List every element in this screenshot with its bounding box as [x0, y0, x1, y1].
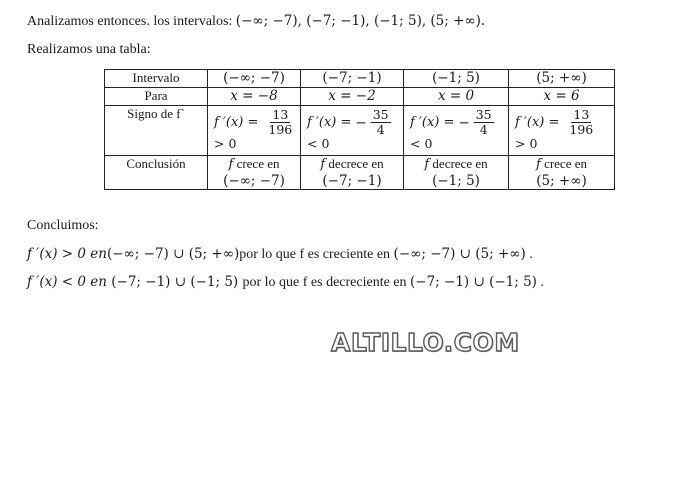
function-symbol: f — [424, 157, 430, 172]
function-symbol: f — [536, 157, 541, 172]
conclusion-cell — [208, 156, 301, 190]
line-end: . — [525, 247, 533, 262]
table-row-para — [105, 88, 615, 106]
conclusion-cell — [404, 156, 509, 190]
test-point-cell: x = −2 — [301, 88, 404, 106]
sign-relation: < 0 — [307, 136, 330, 151]
row-label-signo: Signo de f` — [105, 106, 208, 156]
fraction-denominator: 4 — [479, 122, 488, 137]
conclusion-verb: crece en — [233, 156, 280, 171]
math-en: en — [90, 246, 107, 262]
conclusion-interval: (5; +∞) — [536, 173, 587, 189]
derivative-positive: f ′(x) > 0 — [27, 246, 91, 262]
conclusion-text: por lo que f es creciente en — [239, 247, 394, 262]
conclusion-line-decreasing — [27, 274, 544, 291]
derivative-negative: f ′(x) < 0 — [27, 274, 91, 290]
conclusion-verb: decrece en — [325, 156, 384, 171]
fraction-numerator: 35 — [372, 107, 389, 122]
row-label-conclusion: Conclusión — [105, 156, 208, 190]
table-row-intervalo — [105, 70, 615, 88]
intro-line — [27, 13, 485, 30]
sign-table — [104, 69, 615, 190]
table-row-conclusion — [105, 156, 615, 190]
interval-cell: (−1; 5) — [404, 70, 509, 88]
conclusion-cell — [301, 156, 404, 190]
derivative-sign-cell — [404, 106, 509, 156]
fraction-numerator: 35 — [475, 107, 492, 122]
derivative-fraction — [474, 108, 494, 137]
table-intro: Realizamos una tabla: — [27, 42, 151, 57]
derivative-sign-cell — [208, 106, 301, 156]
conclusion-interval: (−7; −1) — [322, 173, 382, 189]
line-end: . — [536, 275, 544, 290]
derivative-label: f ′(x) = — [410, 114, 455, 130]
conclusion-interval: (−1; 5) — [432, 173, 480, 189]
function-symbol: f — [320, 157, 326, 172]
conclusion-verb: decrece en — [429, 156, 488, 171]
derivative-sign: − — [458, 114, 470, 131]
conclusion-text: por lo que f es decreciente en — [242, 275, 411, 290]
fraction-denominator: 196 — [268, 122, 293, 137]
table-row-signo — [105, 106, 615, 156]
union-intervals: (−7; −1) ∪ (−1; 5) — [106, 274, 243, 290]
derivative-label: f ′(x) = — [515, 114, 560, 130]
union-intervals-result: (−7; −1) ∪ (−1; 5) — [410, 274, 537, 290]
conclusion-cell — [509, 156, 615, 190]
derivative-fraction — [371, 108, 391, 137]
derivative-label: f ′(x) = — [214, 114, 259, 130]
sign-relation: < 0 — [410, 136, 433, 151]
test-point-cell: x = 0 — [404, 88, 509, 106]
test-point-cell: x = 6 — [509, 88, 615, 106]
derivative-sign-cell — [509, 106, 615, 156]
sign-relation: > 0 — [515, 136, 538, 151]
fraction-denominator: 196 — [569, 122, 594, 137]
interval-cell: (−7; −1) — [301, 70, 404, 88]
union-intervals: (−∞; −7) ∪ (5; +∞) — [106, 246, 240, 262]
function-symbol: f — [228, 157, 234, 172]
concluimos-heading: Concluimos: — [27, 218, 99, 233]
test-point-cell: x = −8 — [208, 88, 301, 106]
derivative-sign-cell — [301, 106, 404, 156]
math-en: en — [90, 274, 107, 290]
fraction-numerator: 13 — [573, 107, 590, 122]
union-intervals-result: (−∞; −7) ∪ (5; +∞) — [393, 246, 526, 262]
watermark-logo: ALTILLO.COM — [331, 328, 520, 357]
intro-text: Analizamos entonces. los intervalos: — [27, 14, 236, 29]
derivative-fraction — [266, 108, 294, 137]
intro-intervals: (−∞; −7), (−7; −1), (−1; 5), (5; +∞). — [235, 13, 486, 29]
row-label-para: Para — [105, 88, 208, 106]
interval-cell: (−∞; −7) — [208, 70, 301, 88]
fraction-numerator: 13 — [272, 107, 289, 122]
derivative-label: f ′(x) = — [307, 114, 352, 130]
conclusion-line-increasing — [27, 246, 533, 263]
interval-cell: (5; +∞) — [509, 70, 615, 88]
fraction-denominator: 4 — [376, 122, 385, 137]
conclusion-interval: (−∞; −7) — [223, 173, 285, 189]
derivative-sign: − — [355, 114, 367, 131]
conclusion-verb: crece en — [540, 156, 587, 171]
derivative-fraction — [567, 108, 595, 137]
row-label-intervalo: Intervalo — [105, 70, 208, 88]
sign-relation: > 0 — [214, 136, 237, 151]
